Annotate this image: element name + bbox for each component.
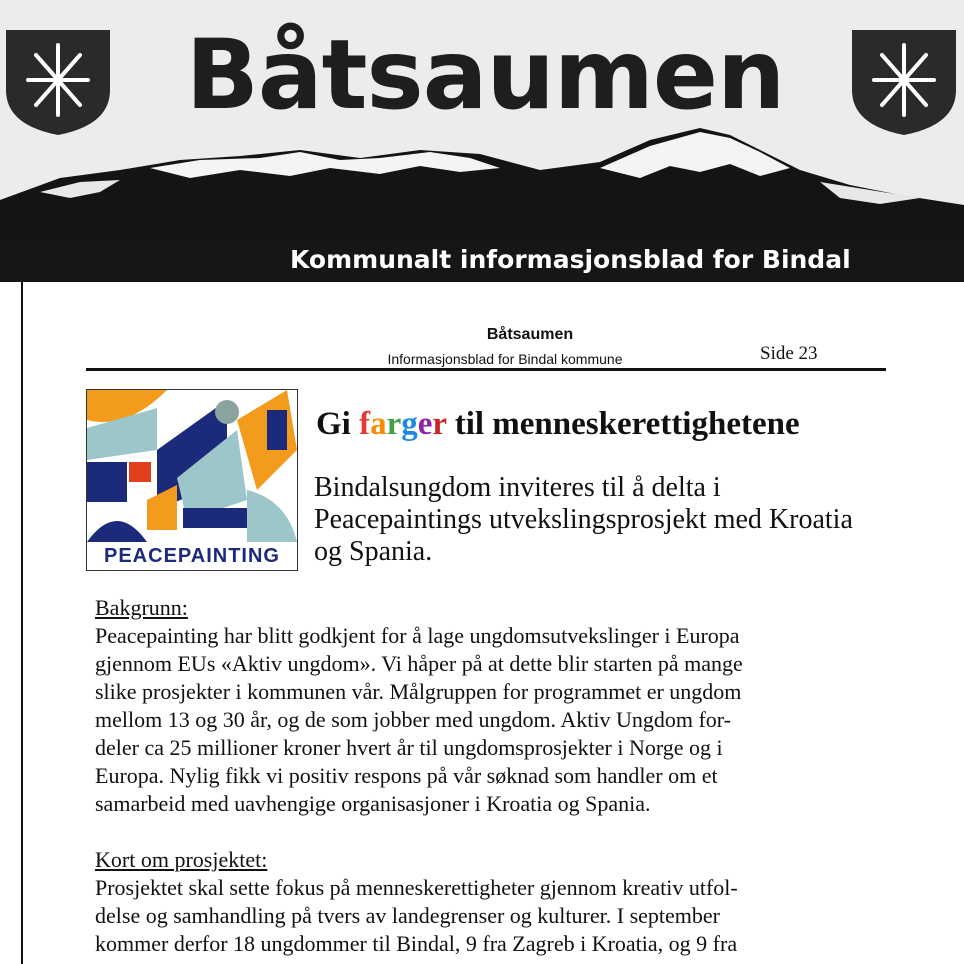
body-line: mellom 13 og 30 år, og de som jobber med ungdom. Aktiv Ungdom for- xyxy=(95,707,731,732)
body-line: slike prosjekter i kommunen vår. Målgruppen for programmet er ungdom xyxy=(95,679,742,704)
dove-mosaic-icon xyxy=(87,390,297,542)
headline-letter: r xyxy=(386,406,402,442)
logo-text: PEACEPAINTING xyxy=(104,545,280,567)
headline-letter: r xyxy=(432,406,447,442)
body-line: gjennom EUs «Aktiv ungdom». Vi håper på at dette blir starten på mange xyxy=(95,651,743,676)
headline-post: til menneskerettighetene xyxy=(446,406,800,442)
masthead-subtitle: Kommunalt informasjonsblad for Bindal xyxy=(290,245,851,274)
body-line: delse og samhandling på tvers av landegrenser og kulturer. I september xyxy=(95,903,720,928)
page-header-title: Båtsaumen xyxy=(486,326,574,343)
masthead xyxy=(0,0,964,282)
coat-of-arms-icon xyxy=(852,30,956,135)
body-line: Europa. Nylig fikk vi positiv respons på vår søknad som handler om et xyxy=(95,763,718,788)
section-heading: Bakgrunn: xyxy=(95,595,188,620)
headline-letter: e xyxy=(417,406,433,442)
body-line: samarbeid med uavhengige organisasjoner i Kroatia og Spania. xyxy=(95,791,651,816)
header-divider xyxy=(86,368,886,371)
page-header-subtitle: Informasjonsblad for Bindal kommune xyxy=(387,351,623,367)
article-headline xyxy=(316,402,916,446)
page-number: Side 23 xyxy=(760,343,818,364)
section-heading: Kort om prosjektet: xyxy=(95,847,268,872)
section-kort-om-prosjektet xyxy=(95,846,895,958)
section-bakgrunn xyxy=(95,594,895,818)
margin-rule xyxy=(21,282,23,964)
body-line: Prosjektet skal sette fokus på menneskerettigheter gjennom kreativ utfol- xyxy=(95,875,738,900)
headline-pre: Gi xyxy=(316,406,360,442)
headline-letter: f xyxy=(359,406,371,442)
body-line: Peacepainting har blitt godkjent for å lage ungdomsutvekslinger i Europa xyxy=(95,623,740,648)
headline-letter: g xyxy=(401,406,418,442)
masthead-title: Båtsaumen xyxy=(185,19,785,131)
peacepainting-logo xyxy=(86,389,298,571)
article-intro: Bindalsungdom inviteres til å delta i Peacepaintings utvekslingsprosjekt med Kroatia og Spania. xyxy=(314,472,853,567)
headline-letter: a xyxy=(370,406,387,442)
coat-of-arms-icon xyxy=(6,30,110,135)
body-line: kommer derfor 18 ungdommer til Bindal, 9 fra Zagreb i Kroatia, og 9 fra xyxy=(95,931,738,956)
body-line: deler ca 25 millioner kroner hvert år til ungdomsprosjekter i Norge og i xyxy=(95,735,723,760)
